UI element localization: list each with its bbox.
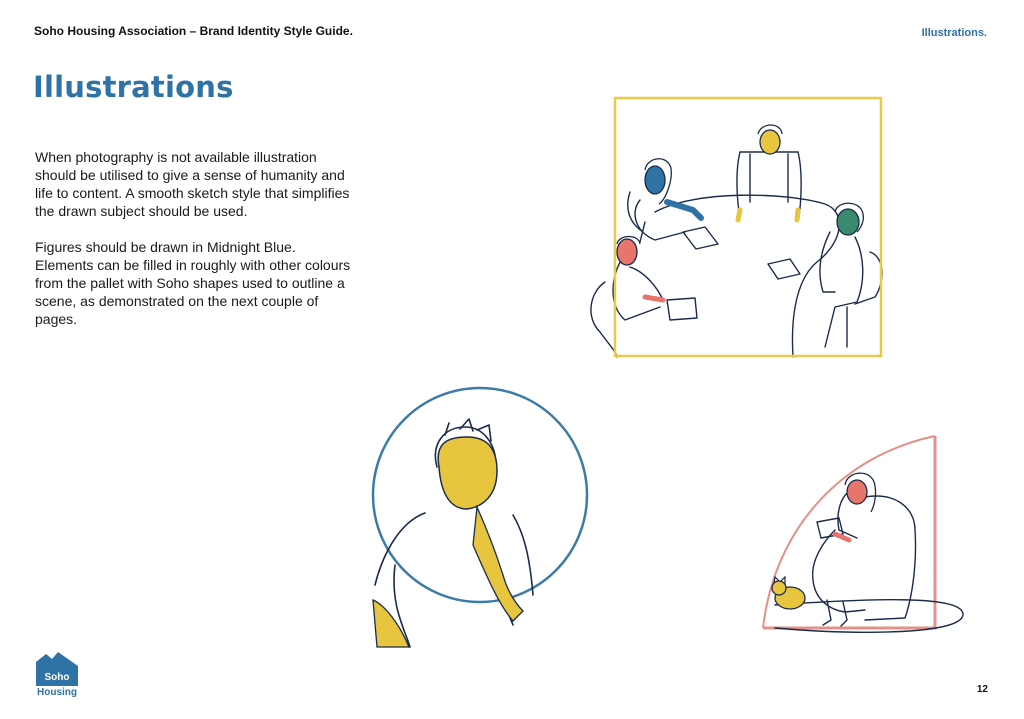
section-label: Illustrations. [921, 27, 987, 39]
paragraph-figures: Figures should be drawn in Midnight Blue. Elements can be filled in roughly with other colours from the pallet with Soho shapes used to outline a scene, as demonstrated on the next couple of pages. [35, 239, 351, 327]
soho-housing-logo [34, 648, 80, 698]
page-title: Illustrations [33, 70, 234, 104]
logo-text-line2: Housing [37, 687, 77, 698]
reading-woman-illustration [735, 430, 970, 640]
thinking-man-illustration [365, 385, 595, 655]
logo-text-line1: Soho [44, 672, 70, 683]
meeting-illustration [585, 92, 895, 367]
page-number: 12 [976, 684, 988, 695]
paragraph-intro: When photography is not available illustration should be utilised to give a sense of humanity and life to content. A smooth sketch style that simplifies the drawn subject should be used. [35, 149, 350, 219]
body-text [35, 148, 355, 346]
document-header-title: Soho Housing Association – Brand Identity Style Guide. [34, 24, 353, 38]
